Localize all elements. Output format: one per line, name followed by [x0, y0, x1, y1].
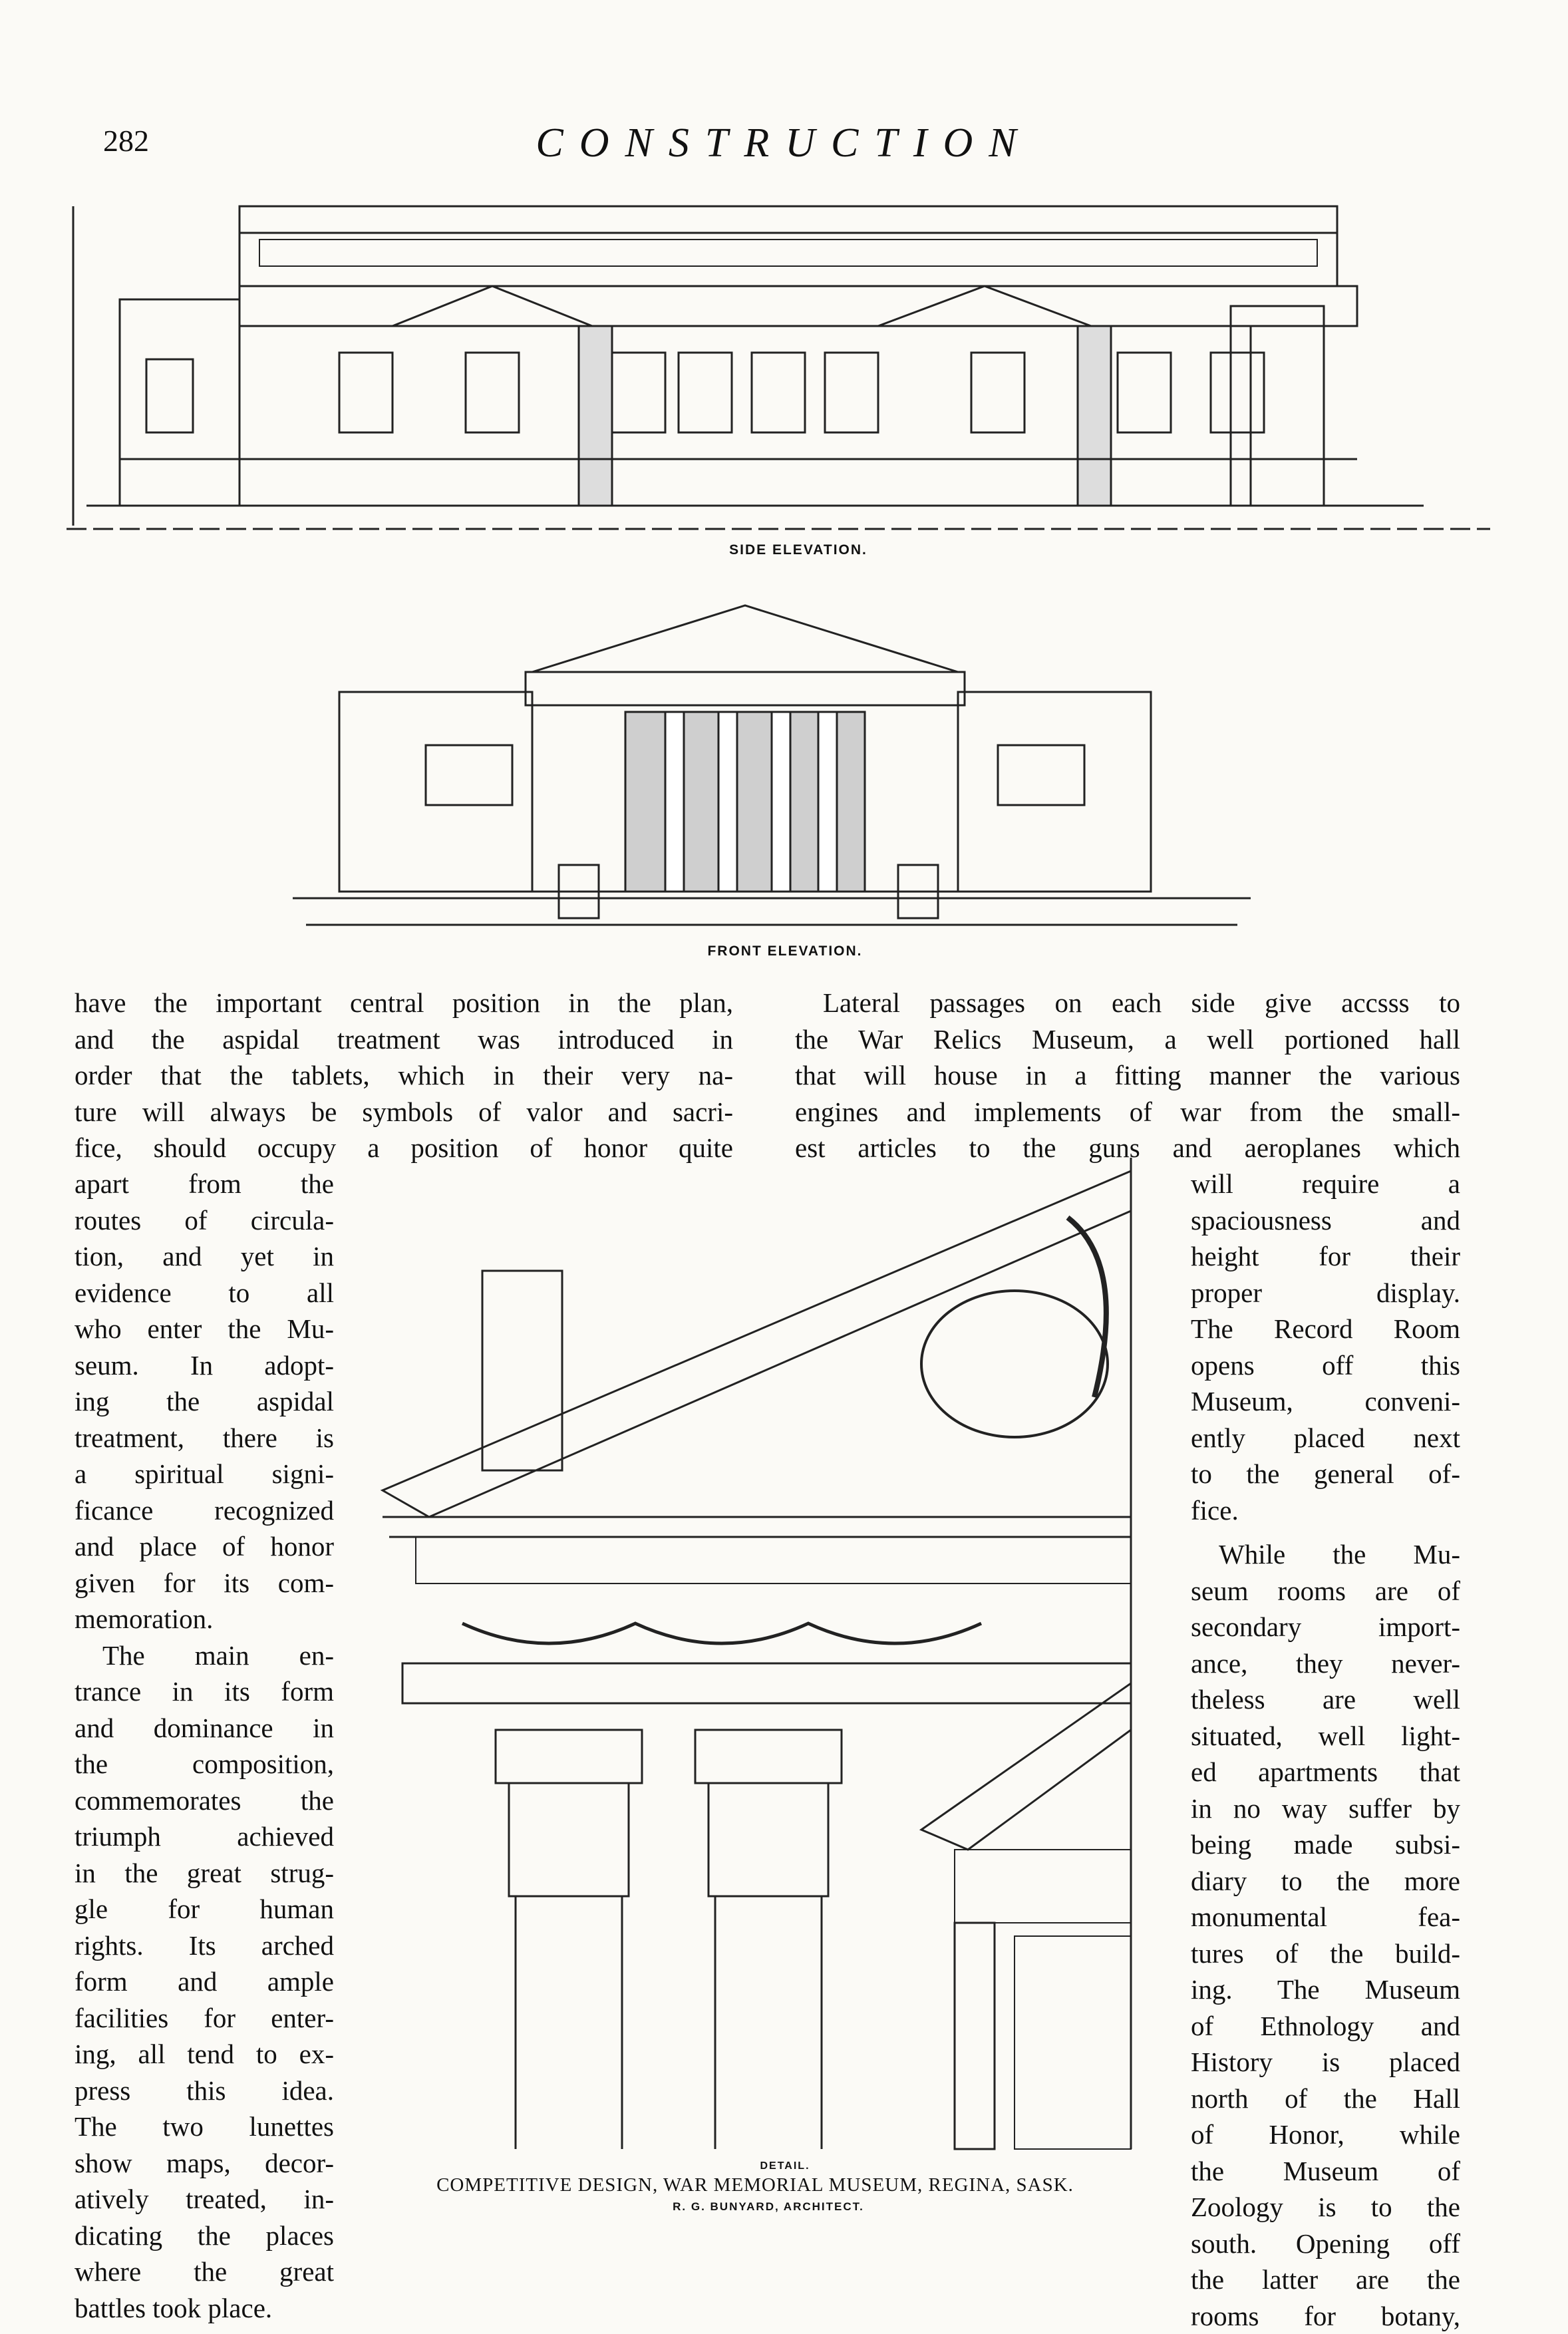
text-line: facilities for enter-	[75, 2000, 334, 2037]
text-line: seum. In adopt-	[75, 1347, 334, 1384]
right-column-text	[1191, 1166, 1460, 2334]
text-line: est articles to the guns and aeroplanes which	[795, 1130, 1460, 1166]
text-line: ficance recognized	[75, 1492, 334, 1529]
text-line: The main en-	[75, 1637, 334, 1674]
text-line: of Honor, while	[1191, 2116, 1460, 2153]
text-line: ance, they never-	[1191, 1645, 1460, 1682]
text-line: to the general of-	[1191, 1456, 1460, 1492]
text-line: treatment, there is	[75, 1420, 334, 1456]
text-line: apart from the	[75, 1166, 334, 1202]
text-line: The two lunettes	[75, 2108, 334, 2145]
text-line: will require a	[1191, 1166, 1460, 1202]
text-line: While the Mu-	[1191, 1536, 1460, 1573]
text-line: ture will always be symbols of valor and sacri-	[75, 1094, 733, 1130]
text-line: diary to the more	[1191, 1863, 1460, 1900]
right-column-top-text	[795, 985, 1460, 1166]
text-line: have the important central position in the plan,	[75, 985, 733, 1021]
text-line: commemorates the	[75, 1782, 334, 1819]
text-line: a spiritual signi-	[75, 1456, 334, 1492]
text-line: the composition,	[75, 1746, 334, 1782]
text-line: in no way suffer by	[1191, 1790, 1460, 1827]
running-title: CONSTRUCTION	[0, 120, 1568, 167]
text-line: theless are well	[1191, 1681, 1460, 1718]
text-line: order that the tablets, which in their very na-	[75, 1057, 733, 1094]
text-line: dicating the places	[75, 2218, 334, 2254]
text-line: situated, well light-	[1191, 1718, 1460, 1754]
text-line: gle for human	[75, 1891, 334, 1927]
detail-caption: DETAIL.	[665, 2160, 905, 2172]
text-line: where the great	[75, 2253, 334, 2290]
text-line: the Museum of	[1191, 2153, 1460, 2190]
text-line: the latter are the	[1191, 2261, 1460, 2298]
text-line: evidence to all	[75, 1275, 334, 1311]
side-elevation-caption: SIDE ELEVATION.	[665, 542, 931, 558]
text-line: The Record Room	[1191, 1311, 1460, 1347]
text-line: press this idea.	[75, 2073, 334, 2109]
text-line: tures of the build-	[1191, 1935, 1460, 1972]
plate-caption: COMPETITIVE DESIGN, WAR MEMORIAL MUSEUM, REGINA, SASK.	[343, 2174, 1168, 2196]
text-line: triumph achieved	[75, 1818, 334, 1855]
text-line: proper display.	[1191, 1275, 1460, 1311]
text-line: battles took place.	[75, 2290, 334, 2327]
text-line: engines and implements of war from the small-	[795, 1094, 1460, 1130]
text-line: Lateral passages on each side give accsss to	[795, 985, 1460, 1021]
text-line: rooms for botany,	[1191, 2298, 1460, 2334]
text-line: rights. Its arched	[75, 1927, 334, 1964]
side-elevation-drawing	[67, 193, 1497, 539]
text-line: routes of circula-	[75, 1202, 334, 1239]
text-line: tion, and yet in	[75, 1238, 334, 1275]
text-line: of Ethnology and	[1191, 2008, 1460, 2045]
text-line: trance in its form	[75, 1673, 334, 1710]
text-line: south. Opening off	[1191, 2226, 1460, 2262]
text-line: fice, should occupy a position of honor quite	[75, 1130, 733, 1166]
text-line: fice.	[1191, 1492, 1460, 1529]
front-elevation-caption: FRONT ELEVATION.	[652, 943, 918, 959]
text-line: atively treated, in-	[75, 2181, 334, 2218]
text-line: being made subsi-	[1191, 1826, 1460, 1863]
text-line: show maps, decor-	[75, 2145, 334, 2182]
text-line: in the great strug-	[75, 1855, 334, 1892]
text-line: height for their	[1191, 1238, 1460, 1275]
text-line: ing, all tend to ex-	[75, 2036, 334, 2073]
text-line: form and ample	[75, 1963, 334, 2000]
text-line: that will house in a fitting manner the various	[795, 1057, 1460, 1094]
text-line: secondary import-	[1191, 1609, 1460, 1645]
detail-drawing	[376, 1158, 1151, 2156]
text-line: north of the Hall	[1191, 2081, 1460, 2117]
text-line: ing. The Museum	[1191, 1971, 1460, 2008]
page-number: 282	[103, 123, 149, 158]
text-line: seum rooms are of	[1191, 1573, 1460, 1609]
text-line: given for its com-	[75, 1565, 334, 1601]
text-line: ed apartments that	[1191, 1754, 1460, 1790]
text-line: Museum, conveni-	[1191, 1383, 1460, 1420]
text-line: memoration.	[75, 1601, 334, 1637]
text-line: and place of honor	[75, 1528, 334, 1565]
text-line: opens off this	[1191, 1347, 1460, 1384]
text-line: and the aspidal treatment was introduced in	[75, 1021, 733, 1058]
text-line: History is placed	[1191, 2044, 1460, 2081]
text-line: Zoology is to the	[1191, 2189, 1460, 2226]
left-column-text	[75, 1166, 334, 2326]
left-column-top-text	[75, 985, 733, 1166]
text-line: the War Relics Museum, a well portioned hall	[795, 1021, 1460, 1058]
text-line: ing the aspidal	[75, 1383, 334, 1420]
text-line: ently placed next	[1191, 1420, 1460, 1456]
text-line: who enter the Mu-	[75, 1311, 334, 1347]
front-elevation-drawing	[293, 585, 1257, 931]
architect-caption: R. G. BUNYARD, ARCHITECT.	[569, 2200, 968, 2214]
text-line: and dominance in	[75, 1710, 334, 1747]
text-line: monumental fea-	[1191, 1899, 1460, 1935]
text-line: spaciousness and	[1191, 1202, 1460, 1239]
